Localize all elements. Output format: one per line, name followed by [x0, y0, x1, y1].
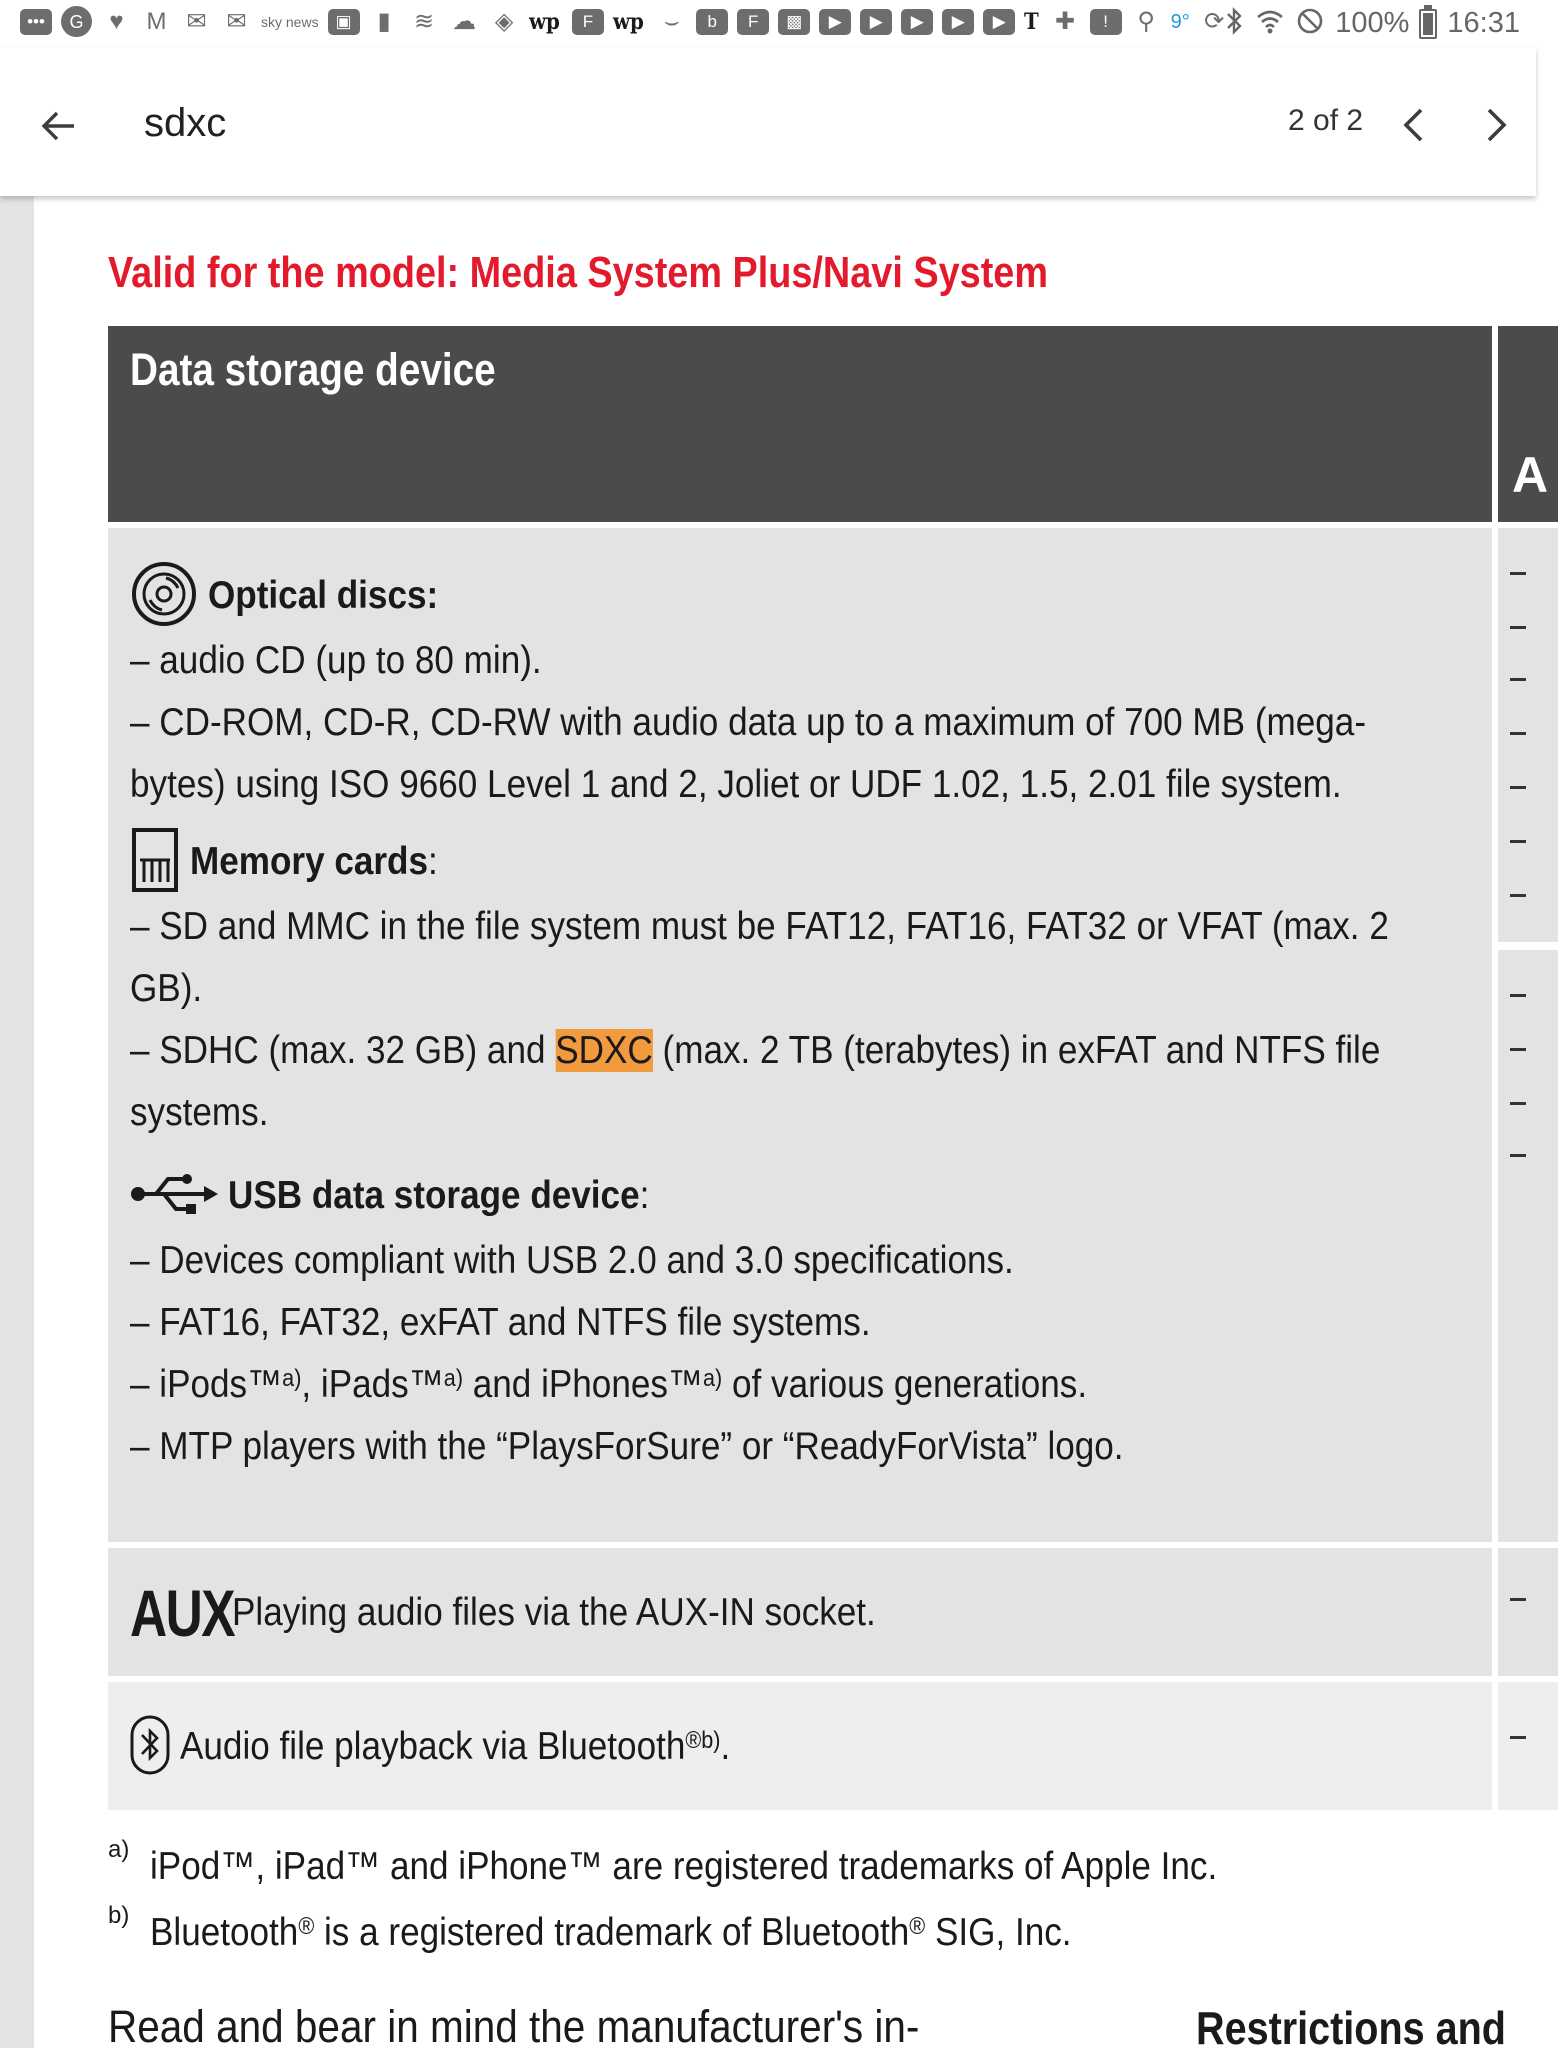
sky-news-icon: sky news [261, 13, 319, 30]
sky-plus-icon: ▣ [328, 9, 360, 35]
table-row-storage-types [108, 528, 1492, 1542]
layers-icon: ≋ [414, 7, 435, 35]
youtube-icon-5: ▶ [983, 9, 1015, 35]
status-bar [0, 0, 1536, 48]
footnote-b-mark: b) [108, 1902, 130, 1929]
usb-heading [130, 1162, 1470, 1230]
memory-cards-colon: : [428, 840, 438, 883]
gmail-icon: M [146, 7, 167, 35]
usb-colon: : [639, 1174, 650, 1217]
wifi-icon [1255, 6, 1285, 41]
footnote-b-text [150, 1902, 1072, 1964]
restrictions-heading-cutoff: Restrictions and [1196, 2002, 1506, 2054]
youtube-icon-4: ▶ [942, 9, 974, 35]
flipboard-icon: F [572, 9, 604, 35]
footnote-ref-b: ®b) [685, 1727, 721, 1754]
side-column-block-1 [1498, 528, 1558, 942]
previous-match-button[interactable] [1390, 100, 1440, 150]
location-icon: ⚲ [1137, 7, 1155, 35]
bluetooth-icon [1225, 6, 1245, 41]
footnote-b-part-3: SIG, Inc. [925, 1911, 1072, 1954]
mail-icon: ✉ [186, 7, 207, 35]
usb-line-3-part-d: of various generations. [722, 1363, 1088, 1406]
aux-icon-label: AUX [130, 1576, 235, 1650]
table-row-bluetooth [108, 1682, 1492, 1810]
youtube-icon-2: ▶ [860, 9, 892, 35]
optical-line-1: – audio CD (up to 80 min). [130, 639, 542, 682]
footnote-a-mark: a) [108, 1836, 130, 1863]
messages-icon: ••• [20, 9, 52, 35]
memory-line-3 [130, 1020, 1381, 1082]
side-column-block-2 [1498, 950, 1558, 1542]
mail-icon-2: ✉ [226, 7, 247, 35]
find-in-page-bar [0, 48, 1536, 196]
arrow-back-icon [28, 96, 88, 156]
document-page [34, 196, 1549, 2054]
side-column-block-3 [1498, 1548, 1558, 1676]
table-header-title: Data storage device [130, 344, 496, 395]
bluetooth-text: Audio file playback via Bluetooth [180, 1725, 686, 1768]
flipboard-icon-2: F [737, 9, 769, 35]
optical-line-2: – CD-ROM, CD-R, CD-RW with audio data up to a maximum of 700 MB (mega- [130, 701, 1367, 744]
sync-icon: ⟳ [1204, 7, 1225, 35]
memory-cards-heading [130, 828, 1470, 896]
memory-line-1: – SD and MMC in the file system must be FAT12, FAT16, FAT32 or VFAT (max. 2 [130, 905, 1389, 948]
usb-line-3-part-b: , iPads™ [301, 1363, 444, 1406]
table-header-side-label: A [1512, 447, 1549, 503]
search-highlight: SDXC [555, 1029, 653, 1072]
table-row-aux [108, 1548, 1492, 1676]
registered-mark: ® [298, 1913, 315, 1940]
usb-icon [130, 1171, 218, 1221]
chevron-left-icon [1390, 100, 1440, 150]
cloud-icon: ☁ [452, 7, 477, 35]
body-text-cutoff: Read and bear in mind the manufacturer's in- [108, 2001, 920, 2052]
usb-line-1: – Devices compliant with USB 2.0 and 3.0 specifications. [130, 1239, 1014, 1282]
memory-line-4: systems. [130, 1091, 269, 1134]
footnote-ref-a: a) [282, 1365, 302, 1392]
battery-icon [1419, 9, 1437, 39]
image-icon: ▩ [778, 9, 810, 35]
nyt-icon: T [1024, 8, 1039, 35]
usb-title: USB data storage device [228, 1174, 640, 1217]
memory-cards-title: Memory cards [190, 840, 429, 883]
washington-post-icon: wp [528, 8, 560, 35]
side-column-block-4 [1498, 1682, 1558, 1810]
usb-line-4: – MTP players with the “PlaysForSure” or “ReadyForVista” logo. [130, 1425, 1124, 1468]
bluetooth-text-end: . [720, 1725, 731, 1768]
alert-icon: ! [1090, 9, 1122, 35]
usb-line-3-part-a: – iPods™ [130, 1363, 283, 1406]
optical-discs-heading [130, 562, 1470, 630]
table-header-side [1498, 326, 1558, 522]
aux-text: Playing audio files via the AUX-IN socket. [232, 1591, 876, 1634]
memory-card-icon [130, 826, 180, 898]
washington-post-icon-2: wp [612, 8, 644, 35]
registered-mark: ® [909, 1913, 926, 1940]
model-heading: Valid for the model: Media System Plus/Navi System [108, 248, 1049, 297]
find-input[interactable] [144, 98, 844, 148]
optical-disc-icon [130, 560, 198, 632]
memory-line-3-end: (max. 2 TB (terabytes) in exFAT and NTFS file [652, 1029, 1381, 1072]
youtube-icon: ▶ [819, 9, 851, 35]
amazon-icon: ⌣ [663, 7, 680, 35]
system-status [1225, 6, 1520, 41]
footnote-a-text: iPod™, iPad™ and iPhone™ are registered trademarks of Apple Inc. [150, 1845, 1218, 1888]
usb-line-2: – FAT16, FAT32, exFAT and NTFS file systems. [130, 1301, 871, 1344]
match-count: 2 of 2 [1288, 104, 1364, 137]
guardian-icon: G [61, 6, 92, 37]
document-viewer[interactable] [0, 196, 1549, 2054]
memory-line-2: GB). [130, 967, 203, 1010]
heart-icon: ♥ [109, 7, 124, 35]
notification-icons [20, 6, 1230, 37]
usb-line-3 [130, 1354, 1336, 1416]
footnote-ref-a: a) [443, 1365, 464, 1392]
footnote-ref-a: a) [703, 1365, 723, 1392]
back-button[interactable] [28, 96, 88, 156]
b-icon: b [696, 9, 728, 35]
clock: 16:31 [1447, 7, 1520, 39]
youtube-icon-3: ▶ [901, 9, 933, 35]
chart-icon: ▮ [377, 7, 391, 35]
slack-icon: ✚ [1055, 7, 1076, 35]
usb-line-3-part-c: and iPhones™ [463, 1363, 704, 1406]
optical-discs-title: Optical discs: [208, 574, 439, 617]
do-not-disturb-icon [1295, 6, 1325, 41]
footnote-b-part-2: is a registered trademark of Bluetooth [314, 1911, 910, 1954]
optical-line-3: bytes) using ISO 9660 Level 1 and 2, Joliet or UDF 1.02, 1.5, 2.01 file system. [130, 763, 1342, 806]
next-match-button[interactable] [1470, 100, 1520, 150]
weather-icon: 9° [1170, 10, 1190, 33]
table-header [108, 326, 1492, 522]
bluetooth-icon [130, 1715, 170, 1779]
diamond-icon: ◈ [494, 7, 514, 35]
battery-percent: 100% [1335, 7, 1410, 39]
footnote-b-part-1: Bluetooth [150, 1911, 299, 1954]
memory-line-3-start: – SDHC (max. 32 GB) and [130, 1029, 556, 1072]
chevron-right-icon [1470, 100, 1520, 150]
